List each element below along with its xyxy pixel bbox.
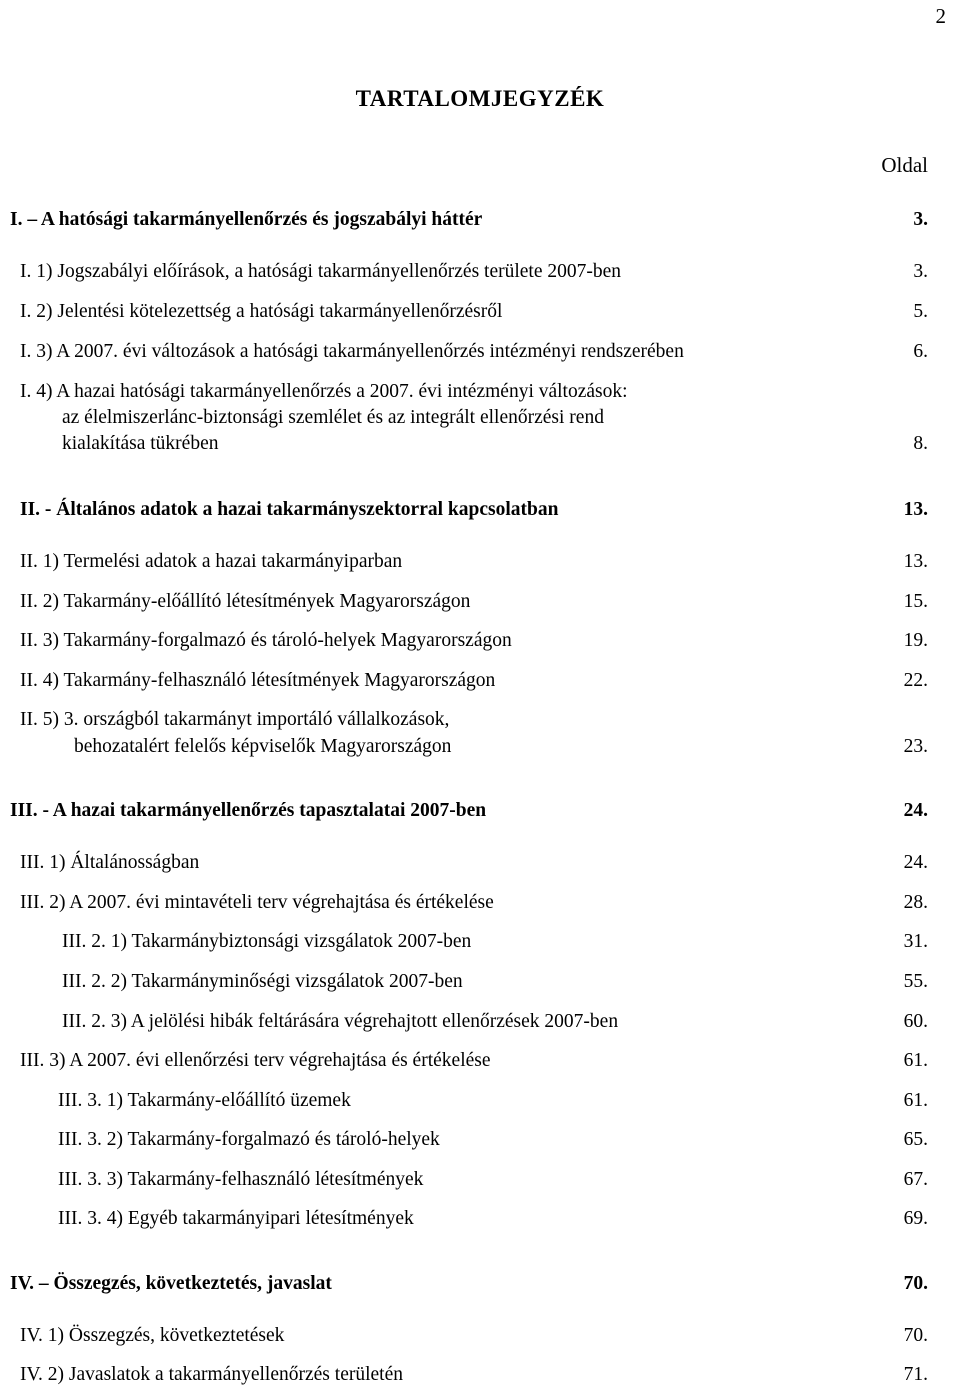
page-title: TARTALOMJEGYZÉK <box>355 86 605 111</box>
toc-entry-text: III. 3. 3) Takarmány-felhasználó létesítmények <box>58 1169 424 1190</box>
toc-entry-page: 31. <box>903 931 928 952</box>
toc-entry-page: 24. <box>903 852 928 873</box>
toc-entry-page: 70. <box>903 1325 928 1346</box>
toc-entry-page: 5. <box>913 301 928 322</box>
toc-entry-page: 22. <box>903 670 928 691</box>
toc-entry-text: IV. 1) Összegzés, következtetések <box>20 1325 285 1346</box>
toc-entry-text: IV. – Összegzés, következtetés, javaslat <box>10 1273 332 1294</box>
toc-entry-page: 65. <box>903 1129 928 1150</box>
toc-entry-page: 3. <box>913 209 928 230</box>
toc-entry-page: 6. <box>913 341 928 362</box>
toc-entry-page: 61. <box>903 1090 928 1111</box>
toc-entry-page: 15. <box>903 591 928 612</box>
toc-entry-page: 23. <box>903 736 928 757</box>
toc-entry-page: 19. <box>903 630 928 651</box>
toc-entry-text: I. 1) Jogszabályi előírások, a hatósági takarmányellenőrzés területe 2007-ben <box>20 261 622 282</box>
toc-entry-text: III. 2. 3) A jelölési hibák feltárására végrehajtott ellenőrzések 2007-ben <box>62 1011 619 1032</box>
toc-entry-text: II. 5) 3. országból takarmányt importáló vállalkozások, <box>20 709 450 730</box>
page-number: 2 <box>935 4 946 28</box>
toc-entry-text: III. 2) A 2007. évi mintavételi terv végrehajtása és értékelése <box>20 892 494 913</box>
toc-entry-text: behozatalért felelős képviselők Magyarországon <box>74 736 452 757</box>
toc-entry-page: 69. <box>903 1208 928 1229</box>
toc-entry-page: 24. <box>903 800 928 821</box>
toc-entry-page: 71. <box>903 1364 928 1385</box>
toc-entry-page: 8. <box>913 433 928 454</box>
page-column-header: Oldal <box>881 153 928 177</box>
toc-entry-text: I. 4) A hazai hatósági takarmányellenőrzés a 2007. évi intézményi változások: <box>20 381 628 402</box>
toc-entry-text: kialakítása tükrében <box>62 433 219 454</box>
toc-entry-text: II. 2) Takarmány-előállító létesítmények Magyarországon <box>20 591 471 612</box>
toc-entry-text: az élelmiszerlánc-biztonsági szemlélet és az integrált ellenőrzési rend <box>62 407 604 428</box>
toc-entry-page: 61. <box>903 1050 928 1071</box>
toc-entry-text: II. 3) Takarmány-forgalmazó és tároló-helyek Magyarországon <box>20 630 512 651</box>
toc-entry-page: 28. <box>903 892 928 913</box>
toc-entry-text: III. 2. 1) Takarmánybiztonsági vizsgálatok 2007-ben <box>62 931 472 952</box>
toc-entry-text: III. - A hazai takarmányellenőrzés tapasztalatai 2007-ben <box>10 800 487 821</box>
toc-entry-text: II. 1) Termelési adatok a hazai takarmányiparban <box>20 551 403 572</box>
toc-entry-text: I. 3) A 2007. évi változások a hatósági takarmányellenőrzés intézményi rendszerében <box>20 341 684 362</box>
toc-entry-text: III. 3. 2) Takarmány-forgalmazó és tároló-helyek <box>58 1129 440 1150</box>
toc-entry-page: 13. <box>903 551 928 572</box>
toc-entry-text: IV. 2) Javaslatok a takarmányellenőrzés területén <box>20 1364 403 1385</box>
toc-entry-text: I. – A hatósági takarmányellenőrzés és jogszabályi háttér <box>10 209 483 230</box>
toc-entry-text: III. 3. 4) Egyéb takarmányipari létesítmények <box>58 1208 414 1229</box>
toc-entry-page: 3. <box>913 261 928 282</box>
toc-entry-text: III. 3) A 2007. évi ellenőrzési terv végrehajtása és értékelése <box>20 1050 491 1071</box>
toc-entry-text: II. - Általános adatok a hazai takarmányszektorral kapcsolatban <box>20 499 559 520</box>
toc-entry-page: 13. <box>903 499 928 520</box>
toc-entry-text: III. 2. 2) Takarmányminőségi vizsgálatok 2007-ben <box>62 971 463 992</box>
toc-entry-text: II. 4) Takarmány-felhasználó létesítmények Magyarországon <box>20 670 496 691</box>
toc-entry-page: 60. <box>903 1011 928 1032</box>
toc-entry-page: 55. <box>903 971 928 992</box>
toc-entry-page: 70. <box>903 1273 928 1294</box>
toc-entry-text: I. 2) Jelentési kötelezettség a hatósági takarmányellenőrzésről <box>20 301 503 322</box>
toc-entry-page: 67. <box>903 1169 928 1190</box>
toc-entry-text: III. 3. 1) Takarmány-előállító üzemek <box>58 1090 351 1111</box>
toc-entry-text: III. 1) Általánosságban <box>20 852 200 873</box>
